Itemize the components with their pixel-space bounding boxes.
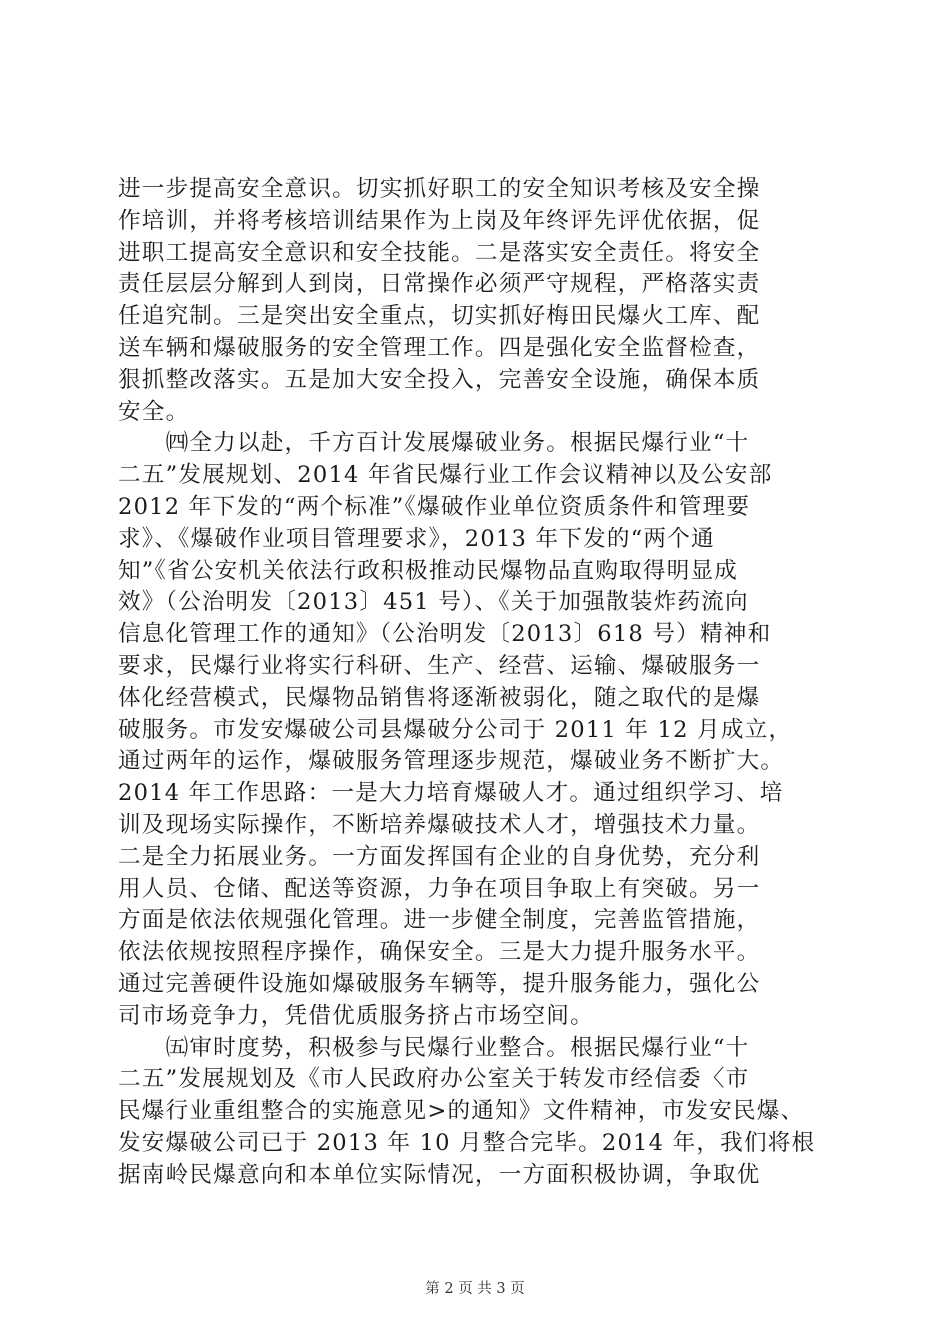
text-line: 任追究制。三是突出安全重点，切实抓好梅田民爆火工库、配 (118, 303, 761, 330)
text-line: 2014 年工作思路：一是大力培育爆破人才。通过组织学习、培 (118, 780, 784, 807)
text-line: 进一步提高安全意识。切实抓好职工的安全知识考核及安全操 (118, 176, 761, 202)
text-line: 司市场竞争力，凭借优质服务挤占市场空间。 (118, 1002, 594, 1029)
text-line: 送车辆和爆破服务的安全管理工作。四是强化安全监督检查， (118, 334, 761, 361)
text-line: 通过完善硬件设施如爆破服务车辆等，提升服务能力，强化公 (118, 970, 761, 997)
text-line: 二是全力拓展业务。一方面发挥国有企业的自身优势，充分利 (118, 843, 761, 870)
text-line: 发安爆破公司已于 2013 年 10 月整合完毕。2014 年，我们将根 (118, 1129, 816, 1156)
text-line: 安全。 (118, 398, 190, 425)
text-line: 效》（公治明发〔2013〕451 号）、《关于加强散装炸药流向 (118, 589, 749, 616)
body-text (118, 174, 840, 1192)
text-line: 作培训，并将考核培训结果作为上岗及年终评先评优依据，促 (118, 207, 761, 234)
text-line: 2012 年下发的“两个标准”《爆破作业单位资质条件和管理要 (118, 493, 751, 520)
text-line: 据南岭民爆意向和本单位实际情况，一方面积极协调，争取优 (118, 1161, 761, 1188)
page-footer (0, 1277, 950, 1298)
text-line: ㈣全力以赴，千方百计发展爆破业务。根据民爆行业“十 (118, 430, 750, 457)
text-line: 狠抓整改落实。五是加大安全投入，完善安全设施，确保本质 (118, 366, 761, 393)
text-line: 信息化管理工作的通知》（公治明发〔2013〕618 号）精神和 (118, 621, 772, 648)
text-line: 破服务。市发安爆破公司县爆破分公司于 2011 年 12 月成立， (118, 716, 793, 743)
text-line: 体化经营模式，民爆物品销售将逐渐被弱化，随之取代的是爆 (118, 684, 761, 711)
text-line: 训及现场实际操作，不断培养爆破技术人才，增强技术力量。 (118, 811, 761, 838)
text-line: 二五”发展规划及《市人民政府办公室关于转发市经信委〈市 (118, 1066, 750, 1093)
text-line: 二五”发展规划、2014 年省民爆行业工作会议精神以及公安部 (118, 462, 773, 489)
text-line: 用人员、仓储、配送等资源，力争在项目争取上有突破。另一 (118, 875, 761, 902)
text-line: ㈤审时度势，积极参与民爆行业整合。根据民爆行业“十 (118, 1034, 750, 1061)
text-line: 要求，民爆行业将实行科研、生产、经营、运输、爆破服务一 (118, 652, 761, 679)
text-line: 通过两年的运作，爆破服务管理逐步规范，爆破业务不断扩大。 (118, 748, 785, 775)
text-line: 方面是依法依规强化管理。进一步健全制度，完善监管措施， (118, 907, 761, 934)
text-line: 依法依规按照程序操作，确保安全。三是大力提升服务水平。 (118, 939, 761, 966)
text-line: 责任层层分解到人到岗，日常操作必须严守规程，严格落实责 (118, 271, 761, 298)
text-line: 知”《省公安机关依法行政积极推动民爆物品直购取得明显成 (118, 557, 739, 584)
page-number-label: 第 2 页 共 3 页 (425, 1281, 525, 1297)
text-line: 求》、《爆破作业项目管理要求》，2013 年下发的“两个通 (118, 525, 715, 552)
text-line: 进职工提高安全意识和安全技能。二是落实安全责任。将安全 (118, 239, 761, 266)
text-line: 民爆行业重组整合的实施意见>的通知》文件精神，市发安民爆、 (118, 1098, 805, 1125)
